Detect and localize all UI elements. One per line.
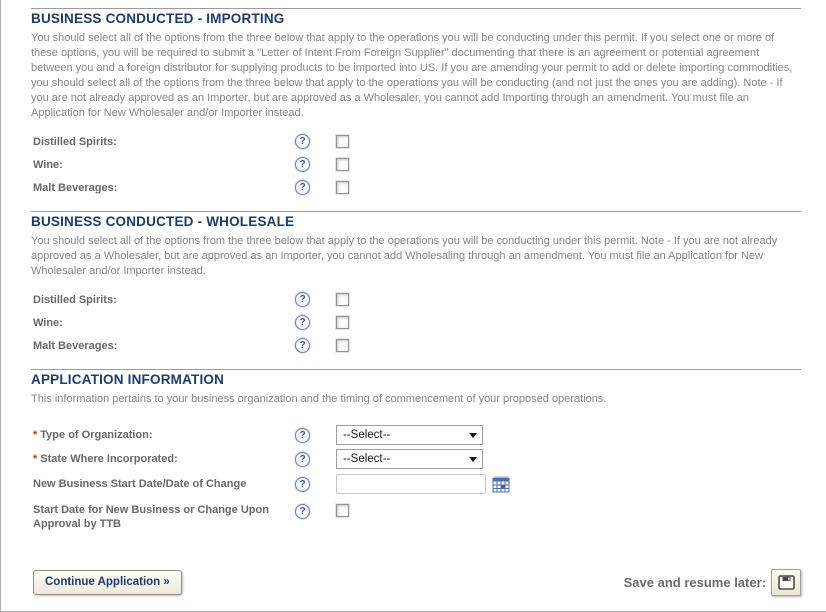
importing-rows: [33, 130, 801, 199]
section-description-wholesale: You should select all of the options from the three below that apply to the operations you will be conducting under this permit. Note - If you are not already approved as a Wholesaler, but are approved as an Importer, you cannot add Wholesaling through an amendment. You must file an Application for New Wholesaler and/or Importer instead.: [31, 235, 778, 277]
importing-distilled-spirits-label: Distilled Spirits:: [33, 135, 117, 148]
section-business-conducted-importing: [31, 8, 801, 199]
section-business-conducted-wholesale: [31, 211, 801, 357]
form-footer: [33, 569, 801, 596]
section-description-application-information: This information pertains to your business organization and the timing of commencement of your proposed operations.: [31, 393, 607, 405]
importing-distilled-spirits-checkbox[interactable]: [336, 135, 349, 148]
required-marker: *: [33, 453, 38, 465]
help-icon[interactable]: ?: [295, 504, 310, 519]
row-new-business-start-date: [33, 471, 801, 497]
row-wholesale-distilled-spirits: [33, 288, 801, 311]
row-type-of-organization: [33, 423, 801, 447]
help-icon[interactable]: ?: [295, 338, 310, 353]
chevron-down-icon: [469, 457, 477, 462]
help-icon[interactable]: ?: [295, 428, 310, 443]
type-of-organization-select[interactable]: [336, 425, 483, 445]
row-wholesale-wine: [33, 311, 801, 334]
date-field-group: [336, 474, 801, 494]
state-where-incorporated-select-value: --Select--: [343, 453, 391, 465]
importing-wine-checkbox[interactable]: [336, 158, 349, 171]
wholesale-distilled-spirits-label: Distilled Spirits:: [33, 293, 117, 306]
row-importing-malt-beverages: [33, 176, 801, 199]
chevron-down-icon: [469, 433, 477, 438]
help-icon[interactable]: ?: [295, 315, 310, 330]
importing-malt-beverages-checkbox[interactable]: [336, 181, 349, 194]
new-business-start-date-label: New Business Start Date/Date of Change: [33, 478, 247, 490]
importing-malt-beverages-label: Malt Beverages:: [33, 181, 118, 194]
row-importing-distilled-spirits: [33, 130, 801, 153]
section-title-importing: BUSINESS CONDUCTED - IMPORTING: [31, 8, 801, 29]
wholesale-distilled-spirits-checkbox[interactable]: [336, 293, 349, 306]
calendar-icon: [492, 476, 510, 493]
help-icon[interactable]: ?: [295, 157, 310, 172]
wholesale-malt-beverages-checkbox[interactable]: [336, 339, 349, 352]
help-icon[interactable]: ?: [295, 292, 310, 307]
help-icon[interactable]: ?: [295, 180, 310, 195]
row-start-date-upon-approval: [33, 501, 801, 531]
section-title-wholesale: BUSINESS CONDUCTED - WHOLESALE: [31, 211, 801, 232]
help-icon[interactable]: ?: [295, 134, 310, 149]
help-icon[interactable]: ?: [295, 477, 310, 492]
calendar-picker-button[interactable]: [492, 476, 510, 493]
row-wholesale-malt-beverages: [33, 334, 801, 357]
state-where-incorporated-select[interactable]: [336, 449, 483, 469]
required-marker: *: [33, 429, 38, 441]
save-and-resume-label: Save and resume later:: [623, 575, 766, 590]
section-application-information: [31, 369, 801, 531]
section-description-importing: You should select all of the options from the three below that apply to the operations you will be conducting under this permit. If you select one or more of these options, you will be required to submit a "Letter of Intent From Foreign Supplier" documenting that there is an agreement or potential agreement between you and a foreign distributor for supplying products to be imported into US. If you are amending your permit to add or delete importing commodities, you should select all of the options from the three below that apply to the operations you will be conducting (and not just the ones you are adding). Note - If you are not already approved as an Importer, but are approved as a Wholesaler, you cannot add Importing through an amendment. You must file an Application for New Wholesaler and/or Importer instead.: [31, 32, 793, 119]
type-of-organization-label: * Type of Organization:: [33, 429, 153, 441]
type-of-organization-select-value: --Select--: [343, 429, 391, 441]
wholesale-wine-label: Wine:: [33, 316, 63, 329]
row-state-where-incorporated: [33, 447, 801, 471]
wholesale-malt-beverages-label: Malt Beverages:: [33, 339, 118, 352]
start-date-upon-approval-checkbox[interactable]: [336, 504, 349, 517]
continue-application-button[interactable]: Continue Application »: [33, 570, 182, 595]
save-disk-icon: [778, 575, 795, 590]
help-icon[interactable]: ?: [295, 452, 310, 467]
form-content: [1, 0, 826, 596]
importing-wine-label: Wine:: [33, 158, 63, 171]
state-where-incorporated-label: * State Where Incorporated:: [33, 453, 178, 465]
wholesale-wine-checkbox[interactable]: [336, 316, 349, 329]
section-title-application-information: APPLICATION INFORMATION: [31, 369, 801, 390]
new-business-start-date-input[interactable]: [336, 474, 486, 494]
start-date-upon-approval-label: Start Date for New Business or Change Upon Approval by TTB: [33, 504, 269, 530]
save-and-resume-button[interactable]: [771, 569, 801, 596]
save-and-resume-group: [624, 569, 801, 596]
wholesale-rows: [33, 288, 801, 357]
row-importing-wine: [33, 153, 801, 176]
application-information-rows: [33, 423, 801, 531]
